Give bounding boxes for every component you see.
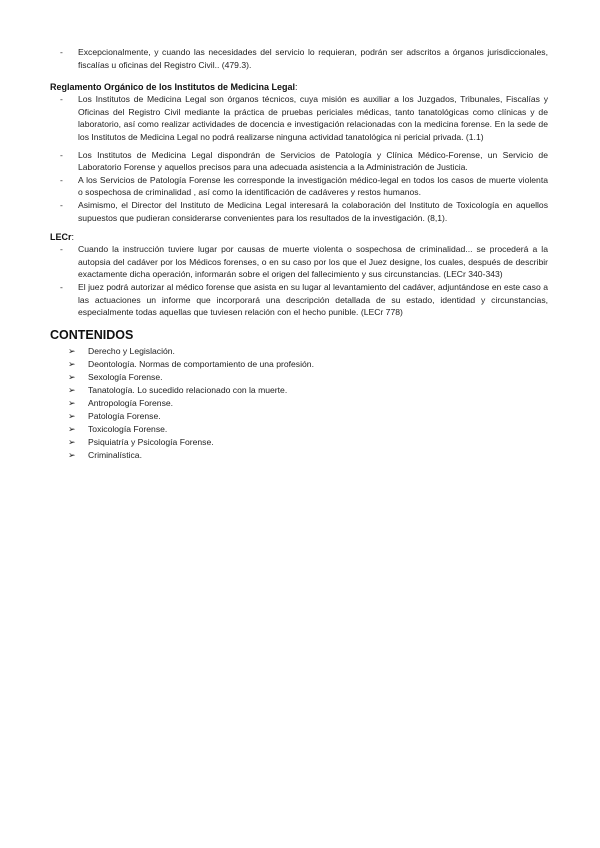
dash-bullet: - — [60, 281, 63, 292]
list-item-text: Cuando la instrucción tuviere lugar por causas de muerte violenta o sospechosa de criminalidad... se procederá a la autopsia del cadáver por los Médicos forenses, o en su caso por los que el Juez designe, los cuales, después de describir exactamente dicha operación, informarán sobre el origen del fallecimiento y sus circunstancias. (LECr 340-343) — [78, 244, 548, 280]
reglamento-list — [50, 93, 548, 224]
dash-bullet: - — [60, 174, 63, 185]
list-item — [50, 174, 548, 199]
lecr-list — [50, 243, 548, 319]
dash-bullet: - — [60, 199, 63, 210]
list-item — [50, 358, 548, 371]
list-item-text: Patología Forense. — [88, 410, 161, 421]
dash-bullet: - — [60, 244, 63, 255]
list-item — [50, 371, 548, 384]
arrow-bullet-icon: ➢ — [68, 371, 76, 382]
list-item — [50, 199, 548, 224]
lecr-heading — [50, 232, 548, 243]
list-item — [50, 397, 548, 410]
list-item-text: Sexología Forense. — [88, 371, 163, 382]
arrow-bullet-icon: ➢ — [68, 384, 76, 395]
reglamento-heading-colon: : — [295, 82, 298, 93]
reglamento-heading — [50, 82, 548, 93]
contenidos-heading: CONTENIDOS — [50, 327, 134, 342]
list-item — [50, 384, 548, 397]
list-item — [50, 345, 548, 358]
list-item-text: Psiquiatría y Psicología Forense. — [88, 436, 214, 447]
contenidos-list — [50, 345, 548, 462]
list-item-text: Tanatología. Lo sucedido relacionado con la muerte. — [88, 384, 288, 395]
list-item — [50, 281, 548, 319]
list-item-text: El juez podrá autorizar al médico forense que asista en su lugar al levantamiento del cadáver, adjuntándose en este caso a las actuaciones un informe que incorporará una descripción detallada de su estado, identidad y circunstancias, especialmente todas aquellas que tuviesen relación con el hecho punible. (LECr 778) — [78, 281, 548, 318]
dash-bullet: - — [60, 94, 63, 105]
list-item-text: Los Institutos de Medicina Legal son órganos técnicos, cuya misión es auxiliar a los Juzgados, Tribunales, Fiscalías y Oficinas del Registro Civil mediante la práctica de pruebas periciales médicas, tanto tanatológicas como clínicas y de laboratorio, así como realizar actividades de docencia e investigación relacionadas con la medicina forense. En la sede de los Institutos de Medicina Legal no podrá realizarse ninguna actividad tanatológica ni pericial privada. (1.1) — [78, 94, 548, 142]
reglamento-heading-text: Reglamento Orgánico de los Institutos de Medicina Legal — [50, 82, 296, 93]
list-item — [50, 243, 548, 281]
list-item — [50, 449, 548, 462]
list-item-text: Deontología. Normas de comportamiento de una profesión. — [88, 358, 314, 369]
arrow-bullet-icon: ➢ — [68, 436, 76, 447]
list-item — [50, 93, 548, 143]
arrow-bullet-icon: ➢ — [68, 410, 76, 421]
list-item-text: A los Servicios de Patología Forense les corresponde la investigación médico-legal en todos los casos de muerte violenta o sospechosa de criminalidad , así como la identificación de cadáveres y restos humanos. — [78, 174, 548, 198]
arrow-bullet-icon: ➢ — [68, 449, 76, 460]
list-item — [50, 436, 548, 449]
lecr-heading-colon: : — [71, 232, 75, 243]
document-content — [50, 46, 548, 462]
list-item-text: Asimismo, el Director del Instituto de Medicina Legal interesará la colaboración del Instituto de Toxicología en aquellos supuestos que pudieran considerarse convenientes para los resultados de la investigación. (8,1). — [78, 199, 548, 223]
arrow-bullet-icon: ➢ — [68, 397, 76, 408]
list-item-text: Antropología Forense. — [88, 397, 174, 408]
list-item — [50, 423, 548, 436]
list-item — [50, 410, 548, 423]
arrow-bullet-icon: ➢ — [68, 345, 76, 356]
list-item — [50, 46, 548, 71]
intro-list — [50, 46, 548, 71]
list-item-text: Criminalística. — [88, 449, 142, 460]
list-item — [50, 149, 548, 174]
lecr-heading-text: LECr — [50, 232, 72, 243]
list-item-text: Excepcionalmente, y cuando las necesidades del servicio lo requieran, podrán ser adscritos a órganos jurisdiccionales, fiscalías u oficinas del Registro Civil.. (479.3). — [78, 47, 548, 70]
list-item-text: Los Institutos de Medicina Legal dispondrán de Servicios de Patología y Clínica Médico-Forense, un Servicio de Laboratorio Forense y aquellos precisos para una adecuada asistencia a la Administración de Justicia. — [78, 149, 548, 173]
list-item-text: Derecho y Legislación. — [88, 345, 175, 356]
dash-bullet: - — [60, 149, 63, 160]
list-item-text: Toxicología Forense. — [88, 423, 168, 434]
arrow-bullet-icon: ➢ — [68, 423, 76, 434]
arrow-bullet-icon: ➢ — [68, 358, 76, 369]
dash-bullet: - — [60, 47, 63, 57]
